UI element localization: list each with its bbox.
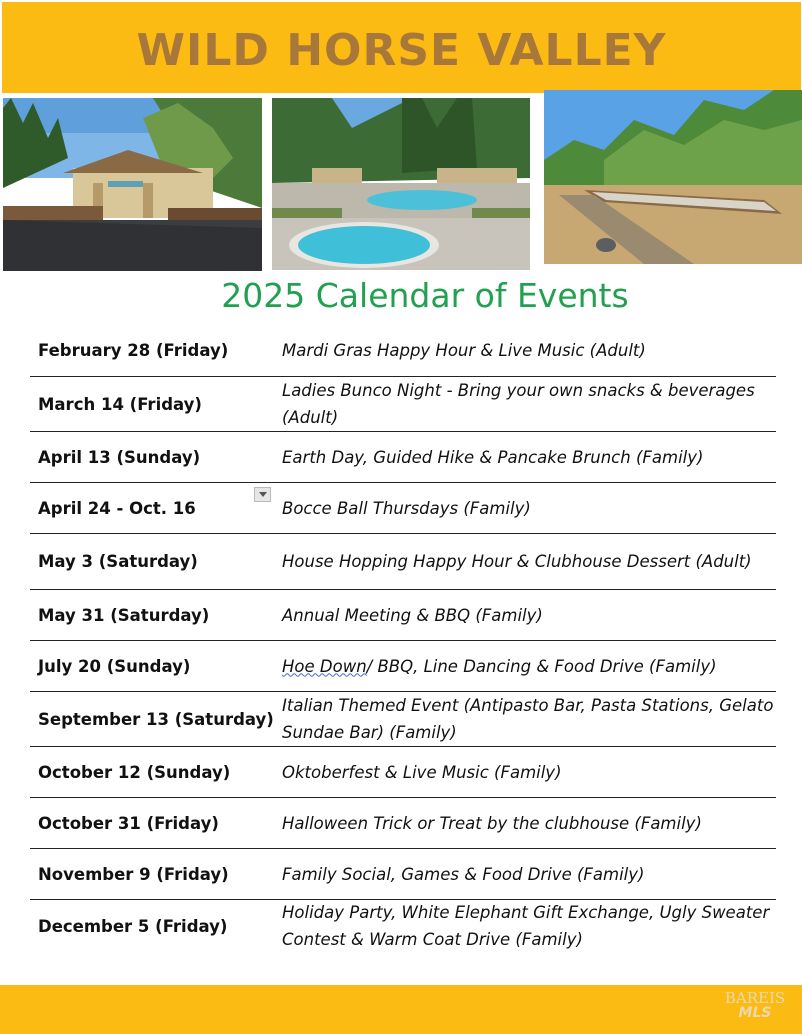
table-row — [30, 325, 776, 377]
event-date: October 31 (Friday) — [38, 813, 219, 833]
event-description — [282, 653, 776, 680]
page-title: WILD HORSE VALLEY — [136, 25, 667, 76]
table-row — [30, 590, 776, 641]
table-row — [30, 377, 776, 432]
logo-top-text: BAREIS — [724, 989, 786, 1007]
bocce-court-photo — [544, 90, 802, 264]
pool-photo — [272, 98, 530, 270]
event-date: March 14 (Friday) — [38, 394, 202, 414]
logo-bottom-text: MLS — [738, 1005, 772, 1021]
calendar-subtitle: 2025 Calendar of Events — [221, 276, 629, 315]
table-row — [30, 798, 776, 849]
event-description: Italian Themed Event (Antipasto Bar, Pasta Stations, Gelato Sundae Bar) (Family) — [282, 696, 774, 742]
spellcheck-word[interactable]: Hoe Down — [282, 656, 367, 676]
event-description: Earth Day, Guided Hike & Pancake Brunch (Family) — [282, 447, 704, 467]
table-row — [30, 849, 776, 900]
event-description: Mardi Gras Happy Hour & Live Music (Adult) — [282, 341, 646, 360]
event-date: October 12 (Sunday) — [38, 762, 231, 782]
event-description: Bocce Ball Thursdays (Family) — [282, 498, 531, 518]
event-description: House Hopping Happy Hour & Clubhouse Dessert (Adult) — [282, 552, 752, 571]
event-date: July 20 (Sunday) — [38, 656, 191, 676]
table-row — [30, 641, 776, 692]
table-row — [30, 692, 776, 747]
footer-band — [0, 985, 802, 1034]
table-row — [30, 900, 776, 952]
bareis-mls-logo — [716, 989, 794, 1027]
event-description: Annual Meeting & BBQ (Family) — [282, 605, 543, 625]
event-date: November 9 (Friday) — [38, 864, 229, 884]
clubhouse-photo — [3, 98, 262, 271]
event-description-rest: / BBQ, Line Dancing & Food Drive (Family) — [366, 656, 717, 676]
table-row — [30, 432, 776, 483]
table-row — [30, 483, 776, 534]
table-row — [30, 534, 776, 590]
event-date: April 13 (Sunday) — [38, 447, 201, 467]
event-description: Holiday Party, White Elephant Gift Exchange, Ugly Sweater Contest & Warm Coat Drive (Family) — [282, 903, 770, 949]
event-date: May 31 (Saturday) — [38, 605, 210, 625]
event-description: Oktoberfest & Live Music (Family) — [282, 762, 562, 782]
event-description: Family Social, Games & Food Drive (Family) — [282, 864, 645, 884]
event-date: April 24 - Oct. 16 — [38, 498, 196, 518]
event-description: Halloween Trick or Treat by the clubhouse (Family) — [282, 813, 702, 833]
event-date: February 28 (Friday) — [38, 341, 229, 360]
event-description: Ladies Bunco Night - Bring your own snacks & beverages (Adult) — [282, 381, 755, 427]
table-row — [30, 747, 776, 798]
dropdown-arrow-icon[interactable] — [254, 487, 271, 502]
event-date: December 5 (Friday) — [38, 916, 228, 936]
events-table — [30, 325, 776, 952]
header-band — [2, 2, 801, 93]
event-date: September 13 (Saturday) — [38, 709, 274, 729]
event-date: May 3 (Saturday) — [38, 552, 198, 571]
